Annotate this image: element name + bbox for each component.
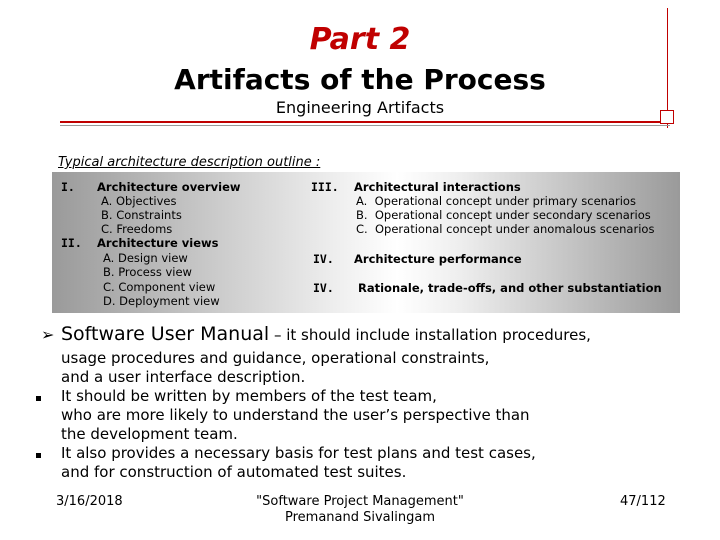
manual-description: – it should include installation procedures,	[269, 326, 591, 344]
outline-panel	[52, 172, 680, 313]
manual-title: Software User Manual	[61, 323, 270, 345]
header-red-rule	[60, 121, 670, 123]
section-title-3: Architectural interactions	[354, 180, 521, 194]
section-number-2: II.	[61, 236, 82, 250]
section-number-4: IV.	[313, 252, 334, 266]
footer-author: Premanand Sivalingam	[285, 510, 435, 525]
manual-line: usage procedures and guidance, operational constraints,	[61, 349, 490, 367]
bullet-line: It also provides a necessary basis for test plans and test cases,	[61, 444, 536, 462]
section-item: B. Process view	[103, 265, 192, 279]
manual-heading-line	[61, 325, 711, 345]
section-item: A. Design view	[103, 251, 188, 265]
section-item: C. Operational concept under anomalous scenarios	[356, 222, 655, 236]
header-gray-rule	[60, 125, 670, 126]
footer-course-title: "Software Project Management"	[256, 494, 464, 509]
footer-center	[230, 494, 490, 526]
section-item: B. Constraints	[101, 208, 182, 222]
part-heading: Part 2	[309, 22, 411, 57]
section-title-2: Architecture views	[97, 236, 219, 250]
slide-subtitle: Engineering Artifacts	[275, 98, 445, 117]
section-item: D. Deployment view	[103, 294, 220, 308]
slide-title: Artifacts of the Process	[174, 63, 546, 96]
section-item: B. Operational concept under secondary scenarios	[356, 208, 651, 222]
section-number-3: III.	[311, 180, 339, 194]
bullet-line: who are more likely to understand the user’s perspective than	[61, 406, 530, 424]
section-title-5: Rationale, trade-offs, and other substantiation	[358, 281, 662, 295]
bullet-line: and for construction of automated test suites.	[61, 463, 407, 481]
footer-page-number: 47/112	[620, 494, 666, 509]
bullet-line: the development team.	[61, 425, 238, 443]
manual-line: and a user interface description.	[61, 368, 306, 386]
footer-date: 3/16/2018	[56, 494, 123, 509]
section-item: A. Objectives	[101, 194, 177, 208]
arrow-bullet-icon: ➢	[41, 325, 55, 344]
section-item: C. Component view	[103, 280, 216, 294]
square-bullet-icon	[36, 453, 41, 458]
outline-caption: Typical architecture description outline :	[58, 155, 321, 170]
section-item: A. Operational concept under primary scenarios	[356, 194, 636, 208]
square-bullet-icon	[36, 396, 41, 401]
section-number-1: I.	[61, 180, 75, 194]
section-title-4: Architecture performance	[354, 252, 522, 266]
bullet-line: It should be written by members of the test team,	[61, 387, 437, 405]
section-number-5: IV.	[313, 281, 334, 295]
section-item: C. Freedoms	[101, 222, 173, 236]
section-title-1: Architecture overview	[97, 180, 241, 194]
